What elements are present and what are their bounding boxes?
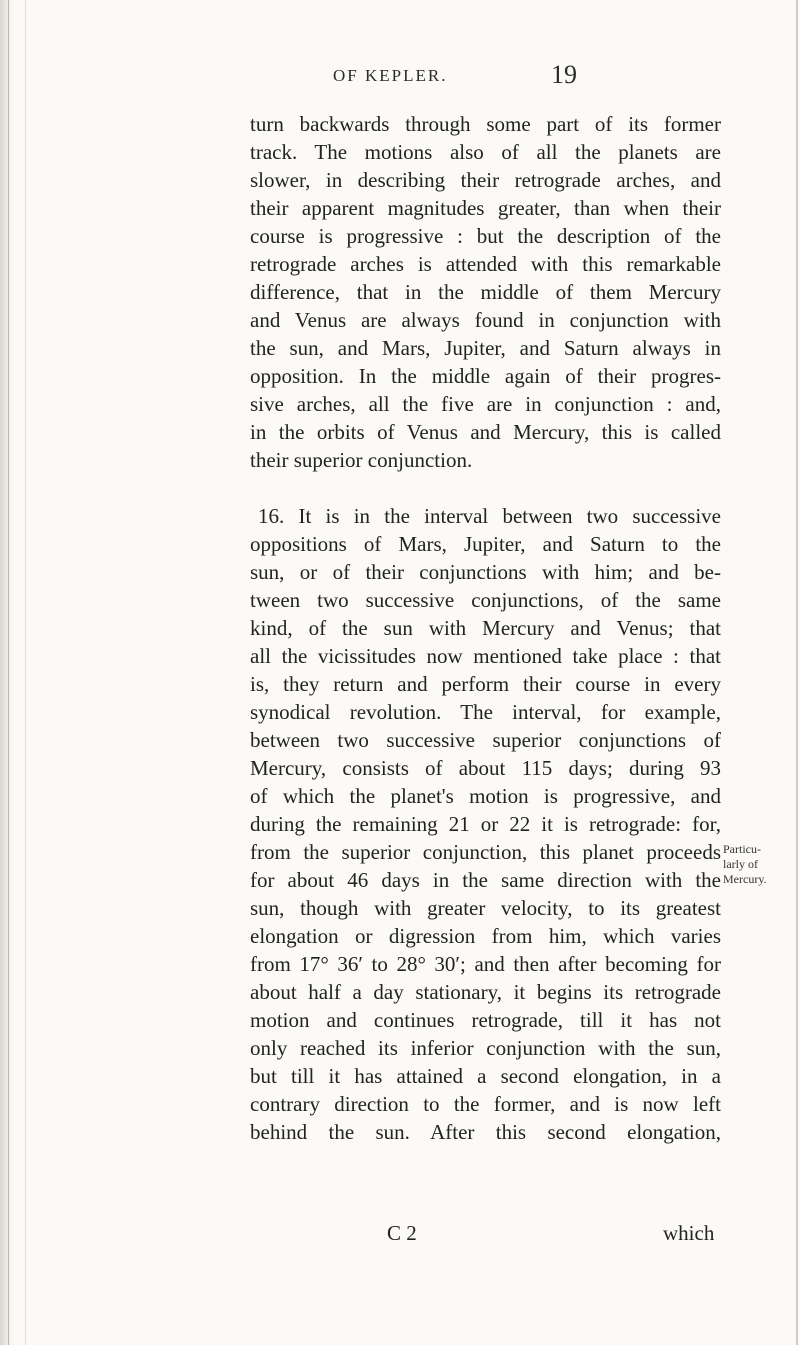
text-line: behind the sun. After this second elongation, — [250, 1120, 721, 1144]
marginal-note-line: Mercury. — [723, 872, 767, 886]
text-line: and Venus are always found in conjunction with — [250, 308, 721, 332]
page-edge — [796, 0, 798, 1345]
text-line: sun, though with greater velocity, to its greatest — [250, 896, 721, 920]
text-line: oppositions of Mars, Jupiter, and Saturn to the — [250, 532, 721, 556]
gutter-line — [25, 0, 26, 1345]
text-line: track. The motions also of all the planets are — [250, 140, 721, 164]
text-line: motion and continues retrograde, till it has not — [250, 1008, 721, 1032]
signature-mark: C 2 — [387, 1221, 417, 1245]
text-line: opposition. In the middle again of their progres- — [250, 364, 721, 388]
marginal-note-line: larly of — [723, 857, 758, 871]
running-head: OF KEPLER. — [333, 66, 448, 85]
page-header — [0, 60, 800, 100]
page-number: 19 — [551, 60, 577, 89]
text-line: between two successive superior conjunctions of — [250, 728, 721, 752]
gutter-line — [8, 0, 9, 1345]
text-line: for about 46 days in the same direction with the — [250, 868, 721, 892]
text-line: of which the planet's motion is progressive, and — [250, 784, 721, 808]
text-line: retrograde arches is attended with this remarkable — [250, 252, 721, 276]
text-line: turn backwards through some part of its former — [250, 112, 721, 136]
text-line: but till it has attained a second elongation, in a — [250, 1064, 721, 1088]
text-line: their apparent magnitudes greater, than when their — [250, 196, 721, 220]
text-line: in the orbits of Venus and Mercury, this is called — [250, 420, 721, 444]
text-line: synodical revolution. The interval, for example, — [250, 700, 721, 724]
text-line: course is progressive : but the description of the — [250, 224, 721, 248]
text-line: the sun, and Mars, Jupiter, and Saturn always in — [250, 336, 721, 360]
catchword: which — [663, 1221, 715, 1245]
text-line: from 17° 36′ to 28° 30′; and then after becoming for — [250, 952, 721, 976]
text-line: elongation or digression from him, which varies — [250, 924, 721, 948]
text-line: their superior conjunction. — [250, 448, 473, 472]
book-gutter — [0, 0, 14, 1345]
text-line: 16. It is in the interval between two successive — [258, 504, 721, 528]
text-line: sun, or of their conjunctions with him; and be- — [250, 560, 721, 584]
text-line: sive arches, all the five are in conjunction : and, — [250, 392, 721, 416]
text-line: Mercury, consists of about 115 days; during 93 — [250, 756, 721, 780]
text-line: all the vicissitudes now mentioned take place : that — [250, 644, 721, 668]
text-line: from the superior conjunction, this planet proceeds — [250, 840, 721, 864]
text-line: contrary direction to the former, and is now left — [250, 1092, 721, 1116]
marginal-note-line: Particu- — [723, 842, 761, 856]
text-line: slower, in describing their retrograde arches, and — [250, 168, 721, 192]
text-line: only reached its inferior conjunction with the sun, — [250, 1036, 721, 1060]
text-line: difference, that in the middle of them Mercury — [250, 280, 721, 304]
text-line: tween two successive conjunctions, of the same — [250, 588, 721, 612]
text-line: is, they return and perform their course in every — [250, 672, 721, 696]
page-footer — [0, 1219, 800, 1251]
text-line: kind, of the sun with Mercury and Venus; that — [250, 616, 721, 640]
text-line: during the remaining 21 or 22 it is retrograde: for, — [250, 812, 721, 836]
text-line: about half a day stationary, it begins its retrograde — [250, 980, 721, 1004]
